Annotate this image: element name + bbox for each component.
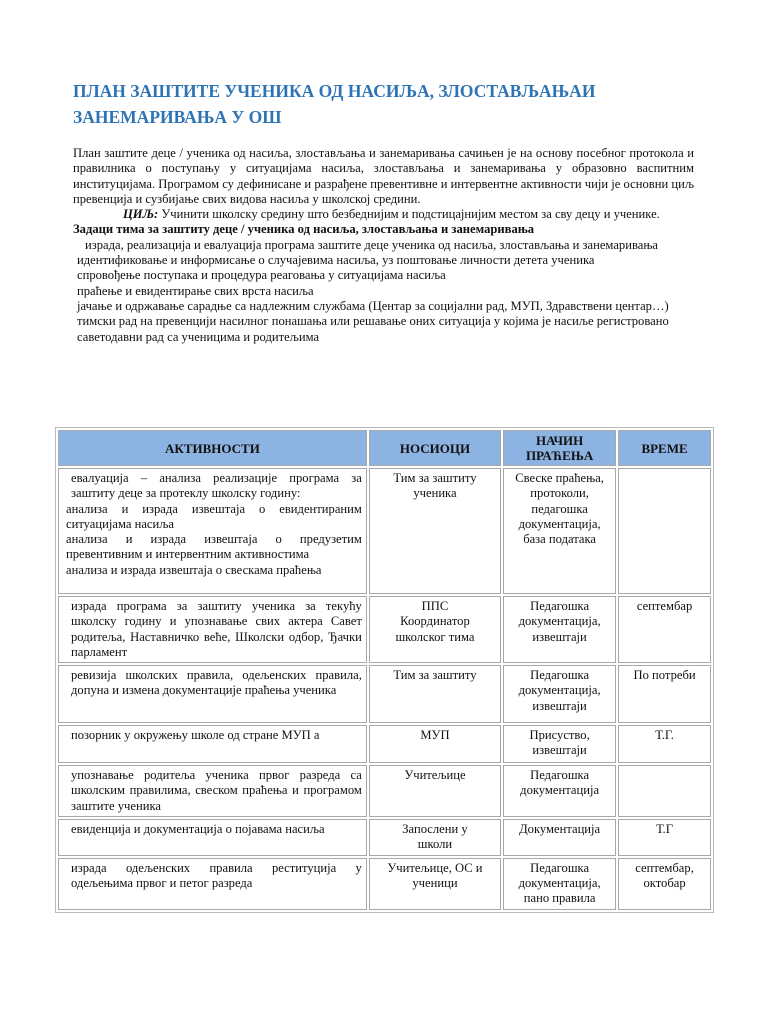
monitoring-cell [503, 819, 616, 856]
title-line-2: ЗАНЕМАРИВАЊА У ОШ [73, 107, 282, 127]
activity-cell [58, 819, 367, 856]
table-row [58, 468, 711, 594]
activity-cell [58, 596, 367, 663]
holders-line: Координатор [400, 614, 470, 629]
monitoring-line: Педагошка [530, 768, 590, 783]
holders-line: МУП [420, 728, 450, 743]
table-row [58, 819, 711, 856]
monitoring-line: документација, [518, 875, 601, 890]
activity-line: ревизија школских правила, одељенских правила, допуна и измена документације праћења ученика [71, 668, 362, 698]
goal-text: Учинити школску средину што безбеднијим и подстицајнијим местом за сву децу и ученике. [158, 207, 660, 222]
monitoring-line: извештаји [532, 698, 587, 713]
holders-cell [369, 765, 501, 817]
task-item: праћење и евидентирање свих врста насиља [77, 283, 314, 298]
holders-line: Запослени у [402, 822, 468, 837]
monitoring-cell [503, 725, 616, 763]
task-item: тимски рад на превенцији насилног понашања или решавање оних ситуација у којима је насиље регистровано [77, 314, 669, 329]
holders-line: ученика [413, 486, 457, 501]
table-row [58, 665, 711, 723]
task-item: саветодавни рад са ученицима и родитељима [77, 329, 320, 344]
holders-line: Тим за заштиту [393, 471, 477, 485]
monitoring-line: извештаји [532, 743, 587, 758]
holders-line: Учитељице [404, 768, 466, 783]
time-cell: Т.Г [618, 819, 711, 856]
table-row [58, 765, 711, 817]
monitoring-line: документација, [518, 614, 601, 629]
monitoring-cell [503, 765, 616, 817]
header-monitoring-line-1: НАЧИН [535, 433, 584, 448]
header-time: ВРЕМЕ [618, 430, 711, 466]
activity-line: позорник у окружењу школе од стране МУП а [71, 728, 320, 743]
monitoring-line: протоколи, [530, 486, 589, 501]
table-row [58, 725, 711, 763]
activities-table [55, 427, 714, 913]
header-activities: АКТИВНОСТИ [58, 430, 367, 466]
activity-cell [58, 858, 367, 910]
task-item: идентификовање и информисање о случајевима насиља, уз поштовање личности детета ученика [77, 253, 595, 268]
holders-cell [369, 665, 501, 723]
holders-line: школског тима [395, 629, 475, 644]
monitoring-line: Педагошка [530, 668, 590, 683]
time-cell: Т.Г. [618, 725, 711, 763]
monitoring-cell [503, 858, 616, 910]
monitoring-line: Документација [519, 822, 601, 837]
table-row [58, 596, 711, 663]
header-monitoring-line-2: ПРАЋЕЊА [525, 448, 594, 463]
task-item: јачање и одржавање сарадње са надлежним службама (Центар за социјални рад, МУП, Здравствени центар…) [77, 298, 669, 313]
holders-line: школи [417, 837, 453, 852]
holders-line: Учитељице, ОС и [387, 860, 483, 875]
activity-cell [58, 665, 367, 723]
tasks-heading: Задаци тима за заштиту деце / ученика од насиља, злостављања и занемаривања [73, 222, 535, 237]
table-header-row [58, 430, 711, 466]
monitoring-line: документација, [518, 516, 601, 531]
activity-line: анализа и израда извештаја о евидентираним ситуацијама насиља [66, 501, 362, 531]
monitoring-line: Педагошка [530, 599, 590, 613]
monitoring-line: база података [523, 532, 597, 547]
monitoring-line: Педагошка [530, 860, 590, 875]
monitoring-line: документација [520, 783, 600, 798]
holders-cell [369, 468, 501, 594]
time-cell: септембар [618, 596, 711, 663]
monitoring-line: документација, [518, 683, 601, 698]
activity-line: израда одељенских правила реституција у одељењима првог и петог разреда [71, 860, 362, 890]
time-cell: По потреби [618, 665, 711, 723]
monitoring-line: Присуство, [529, 728, 590, 743]
activity-line: упознавање родитеља ученика првог разреда са школским правилима, свеском праћења и програмом заштите ученика [71, 768, 362, 813]
monitoring-line: Свеске праћења, [515, 471, 604, 485]
table-row [58, 858, 711, 910]
activity-cell [58, 765, 367, 817]
holders-line: ученици [412, 875, 458, 890]
monitoring-cell [503, 665, 616, 723]
holders-line: ППС [421, 599, 449, 613]
activity-line: анализа и израда извештаја о свескама праћења [66, 562, 322, 577]
activity-line: евалуација – анализа реализације програма за заштиту деце за протеклу школску годину: [71, 471, 362, 501]
holders-cell [369, 725, 501, 763]
task-item: спровођење поступака и процедура реаговања у ситуацијама насиља [77, 268, 446, 283]
task-item: израда, реализација и евалуација програма заштите деце ученика од насиља, злостављања и занемаривања [85, 237, 659, 252]
holders-line: Тим за заштиту [393, 668, 477, 683]
time-cell: септембар, октобар [618, 858, 711, 910]
activity-line: анализа и израда извештаја о предузетим превентивним и интервентним активностима [66, 532, 362, 562]
intro-paragraph: План заштите деце / ученика од насиља, злостављања и занемаривања сачињен је на основу посебног протокола и правилника о поступању у ситуацијама насиља, злостављања и занемаривања у образовно васпитним институцијама. Програмом су дефинисане и разрађене превентивне и интервентне активности чији је основни циљ превенција и сузбијање свих видова насиља у школској средини. [73, 146, 694, 206]
monitoring-line: извештаји [532, 629, 587, 644]
monitoring-cell [503, 468, 616, 594]
holders-cell [369, 819, 501, 856]
activity-cell [58, 468, 367, 594]
monitoring-line: пано правила [523, 891, 596, 906]
title-line-1: ПЛАН ЗАШТИТЕ УЧЕНИКА ОД НАСИЉА, ЗЛОСТАВЉАЊАИ [73, 81, 596, 101]
activity-cell [58, 725, 367, 763]
time-cell [618, 765, 711, 817]
header-holders: НОСИОЦИ [369, 430, 501, 466]
activity-line: израда програма за заштиту ученика за текућу школску годину и упознавање свих актера Савет родитеља, Наставничко веће, Школски одбор, Ђачки парламент [71, 599, 362, 659]
goal-paragraph [73, 207, 694, 222]
activity-line: евиденција и документација о појавама насиља [71, 822, 325, 837]
monitoring-cell [503, 596, 616, 663]
goal-label: ЦИЉ: [123, 207, 159, 222]
header-monitoring [503, 430, 616, 466]
monitoring-line: педагошка [531, 501, 588, 516]
body-text [73, 146, 694, 345]
holders-cell [369, 858, 501, 910]
page-title [73, 78, 713, 130]
time-cell [618, 468, 711, 594]
holders-cell [369, 596, 501, 663]
